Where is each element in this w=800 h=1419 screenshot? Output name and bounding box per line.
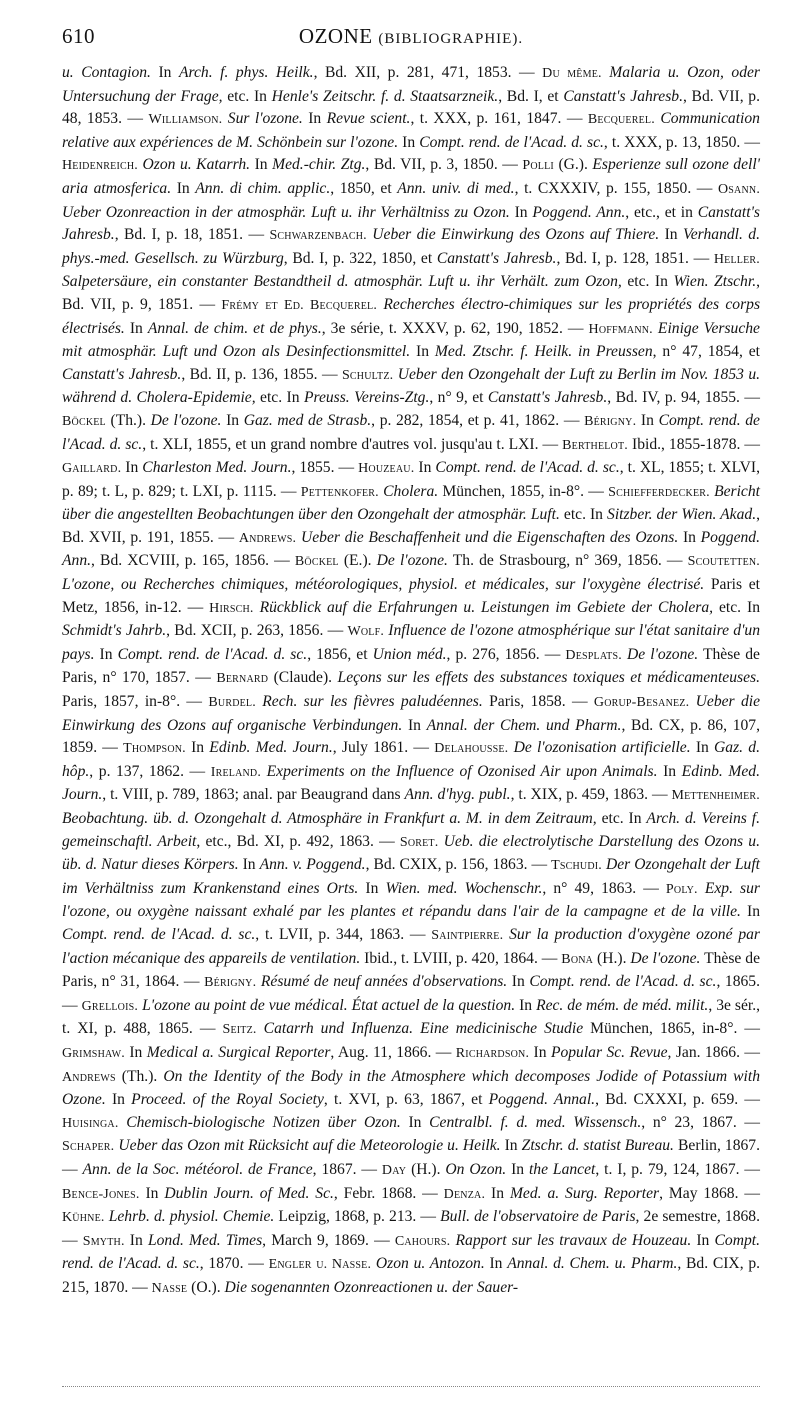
citation-title: Cholera. [383, 482, 439, 500]
citation-text: Ibid., t. LVIII, p. 420, 1864. — [360, 949, 562, 967]
citation-author: Schultz. [341, 367, 394, 383]
citation-title: Gaz. d. hôp. [62, 739, 760, 780]
citation-title: L'ozone, ou Recherches chimiques, météorologiques, physiol. et médicales, sur l'oxygène électrisé. [62, 576, 705, 594]
citation-text: Thèse de Paris, n° 170, 1857. — [62, 645, 760, 687]
citation-text: In [94, 645, 118, 663]
citation-title: Lehrb. d. physiol. Chemie. [108, 1208, 275, 1226]
citation-author: Day [381, 1162, 407, 1178]
citation-title: Esperienze sull ozone dell' aria atmosferica. [62, 156, 761, 197]
citation-author: Grellois. [81, 998, 139, 1014]
citation-title: Poggend. Ann. [532, 203, 626, 221]
citation-text: , Bd. I, p. 128, 1851. — [556, 249, 714, 267]
citation-text: In [500, 1137, 522, 1155]
citation-text: München, 1855, in-8°. — [438, 482, 609, 500]
citation-title: De l'ozone. [630, 949, 701, 967]
citation-text: , 1850, et [330, 179, 398, 197]
citation-author: Bérigny. [584, 413, 637, 429]
citation-title: Die sogenannten Ozonreactionen u. der Sauer- [224, 1278, 519, 1296]
citation-text: , t. XIX, p. 459, 1863. — [510, 786, 672, 804]
citation-title: Influence de l'ozone atmosphérique sur l'état sanitaire d'un pays. [62, 622, 760, 663]
citation-author: Williamson. [148, 112, 223, 128]
citation-text: (H.). [406, 1160, 446, 1178]
citation-title: Poggend. Ann. [62, 528, 760, 570]
citation-title: Salpetersäure, ein constanter Bestandtheil d. atmosphär. Luft u. ihr Verhält. zum Ozon, [62, 273, 622, 291]
citation-text: In [238, 856, 260, 874]
citation-text: (O.). [187, 1278, 225, 1296]
citation-text: In [636, 411, 659, 429]
citation-text: In [250, 156, 273, 174]
citation-text: In [124, 319, 148, 337]
citation-text: In [515, 996, 537, 1014]
citation-author: Becquerel. [587, 112, 655, 128]
citation-title: Med.-chir. Ztg. [272, 156, 366, 174]
citation-text: , Bd. CXXXI, p. 659. — [595, 1091, 760, 1109]
citation-title: Arch. f. phys. Heilk. [179, 64, 314, 81]
citation-text: , 1870. — [199, 1255, 269, 1273]
citation-title: u. Contagion. [62, 64, 151, 81]
citation-title: Proceed. of the Royal Society [131, 1091, 324, 1109]
citation-text: , t. VIII, p. 789, 1863; anal. par Beaugrand dans [102, 786, 405, 804]
citation-author: Engler u. Nasse. [268, 1257, 372, 1273]
citation-author: Denza. [443, 1186, 486, 1202]
citation-text: , 2e semestre, 1868. — [62, 1208, 760, 1249]
citation-text: In [414, 459, 436, 477]
citation-title: Compt. rend. de l'Acad. d. sc. [529, 973, 717, 991]
citation-text: (Th.). [105, 411, 151, 429]
citation-text: , Bd. IV, p. 94, 1855. — [607, 389, 760, 407]
citation-title: Rapport sur les travaux de Houzeau. [455, 1231, 692, 1249]
citation-text: In [398, 133, 420, 151]
citation-title: Sitzber. der Wien. Akad. [607, 506, 757, 524]
citation-text: , t. LVII, p. 344, 1863. — [255, 925, 432, 943]
citation-text: , p. 276, 1856. — [446, 645, 566, 663]
citation-text: Th. de Strasbourg, n° 369, 1856. — [447, 552, 688, 570]
citation-title: Compt. rend. de l'Acad. d. sc. [419, 133, 604, 151]
citation-title: Poggend. Annal. [488, 1091, 596, 1109]
citation-title: On Ozon. [445, 1160, 507, 1178]
citation-title: Canstatt's Jahresb. [487, 389, 608, 407]
citation-text: , 3e série, t. XXXV, p. 62, 190, 1852. — [321, 319, 589, 337]
citation-title: Revue scient. [326, 110, 411, 128]
citation-author: Polli [522, 158, 554, 174]
citation-text: , Jan. 1866. — [667, 1043, 760, 1061]
citation-title: Ueber Ozonreaction in der atmosphär. Luft u. ihr Verhältniss zu Ozon. [62, 203, 510, 221]
citation-title: Rech. sur les fièvres paludéennes. [262, 693, 483, 711]
citation-title: Ann. v. Poggend. [259, 856, 366, 874]
citation-text: , May 1868. — [659, 1184, 760, 1202]
citation-title: Beobachtung. üb. d. Ozongehalt d. Atmosphäre in Frankfurt a. M. in dem Zeitraum, [62, 810, 597, 827]
citation-title: Leçons sur les effets des substances toxiques et médicamenteuses. [337, 669, 760, 687]
citation-title: Charleston Med. Journ. [142, 459, 292, 477]
citation-author: Smyth. [82, 1233, 125, 1249]
citation-title: Ann. univ. di med. [397, 179, 515, 197]
citation-title: Edinb. Med. Journ. [62, 762, 760, 804]
citation-text: , Bd. I, p. 322, 1850, et [283, 249, 437, 267]
citation-author: Schaper. [62, 1139, 115, 1155]
citation-title: Canstatt's Jahresb. [436, 249, 557, 267]
citation-title: Lond. Med. Times [147, 1231, 263, 1249]
citation-text: In [121, 459, 143, 477]
citation-text: , 1867. — [312, 1160, 382, 1178]
citation-text: , Bd. I, et [498, 87, 564, 105]
citation-text: In [400, 1113, 430, 1131]
citation-title: Compt. rend. de l'Acad. d. sc. [117, 645, 308, 663]
citation-author: Wolf. [347, 624, 385, 640]
citation-text: , 1856, et [307, 645, 373, 663]
citation-text: Thèse de Paris, n° 31, 1864. — [62, 949, 760, 991]
citation-title: On the Identity of the Body in the Atmosphere which decomposes Jodide of Potassium with Ozone. [62, 1067, 760, 1109]
citation-text: , Bd. VII, p. 9, 1851. — [62, 273, 760, 313]
bibliography-text [62, 62, 760, 1300]
citation-title: Ann. d'hyg. publ. [404, 786, 511, 804]
citation-author: Schwarzenbach. [269, 228, 367, 244]
citation-text: , Bd. XCII, p. 263, 1856. — [166, 622, 348, 640]
citation-text [698, 880, 705, 897]
citation-text: In [509, 203, 533, 221]
citation-author: Richardson. [455, 1045, 530, 1061]
citation-title: Canstatt's Jahresb. [62, 365, 182, 383]
citation-title: Union méd. [372, 645, 447, 663]
citation-title: Medical a. Surgical Reporter [146, 1043, 331, 1061]
citation-title: De l'ozone. [150, 411, 222, 429]
citation-author: Frémy et Ed. Becquerel. [221, 297, 378, 313]
citation-text: etc. In [713, 598, 760, 616]
citation-text: In [402, 716, 427, 734]
citation-title: Résumé de neuf années d'observations. [260, 973, 508, 991]
citation-author: Hoffmann. [588, 321, 653, 337]
citation-title: De l'ozonisation artificielle. [513, 739, 691, 757]
citation-text: etc. In [621, 273, 674, 291]
citation-title: Henle's Zeitschr. f. d. Staatsarzneik. [271, 87, 499, 105]
citation-title: Ueb. die electrolytische Darstellung des Ozons u. üb. d. Natur dieses Körpers. [62, 832, 760, 874]
citation-author: Cahours. [394, 1233, 451, 1249]
citation-title: Schmidt's Jahrb. [62, 622, 167, 640]
citation-text: , n° 49, 1863. — [542, 879, 666, 897]
citation-title: Preuss. Vereins-Ztg. [303, 389, 430, 407]
citation-text [257, 1020, 264, 1037]
citation-author: Gaillard. [62, 461, 122, 477]
citation-text: , n° 47, 1854, et [652, 343, 760, 361]
citation-title: Catarrh und Influenza. Eine medicinische Studie [263, 1020, 584, 1038]
citation-author: Poly. [665, 881, 698, 897]
citation-text: , March 9, 1869. — [262, 1231, 395, 1249]
citation-text: , Bd. XCVIII, p. 165, 1856. — [91, 552, 295, 570]
citation-title: Canstatt's Jahresb. [563, 87, 683, 105]
citation-text: In [221, 411, 244, 429]
citation-author: Pettenkofer. [300, 484, 379, 500]
citation-title: Bull. de l'observatoire de Paris [440, 1208, 636, 1226]
citation-title: Centralbl. f. d. med. Wissensch. [429, 1113, 642, 1131]
running-header [62, 22, 760, 62]
citation-author: Böckel [62, 413, 106, 429]
citation-title: Annal. d. Chem. u. Pharm. [507, 1255, 678, 1273]
citation-title: Arch. d. Vereins f. gemeinschaftl. Arbeit [62, 810, 760, 850]
citation-title: Dublin Journ. of Med. Sc. [164, 1184, 334, 1202]
citation-text: (Th.). [115, 1067, 164, 1085]
citation-author: Thompson. [123, 741, 186, 757]
citation-title: Rec. de mém. de méd. milit. [536, 996, 709, 1014]
citation-title: Compt. rend. de l'Acad. d. sc. [62, 411, 760, 453]
citation-title: L'ozone au point de vue médical. État actuel de la question. [142, 996, 516, 1014]
citation-author: Hirsch. [209, 600, 254, 616]
citation-title: Ann. di chim. applic. [195, 179, 331, 197]
citation-text: , Febr. 1868. — [333, 1184, 444, 1202]
citation-title: Ueber den Ozongehalt der Luft zu Berlin im Nov. 1853 u. während d. Cholera-Epidemie, [62, 365, 761, 407]
citation-text: München, 1865, in-8°. — [583, 1020, 760, 1038]
running-title [62, 24, 760, 49]
citation-text: Paris et Metz, 1856, in-12. — [62, 576, 760, 616]
citation-title: Ztschr. d. statist Bureau. [521, 1137, 674, 1155]
citation-text: , t. I, p. 79, 124, 1867. — [595, 1160, 760, 1178]
citation-title: Annal. de chim. et de phys. [147, 319, 322, 337]
citation-author: Seitz. [222, 1022, 257, 1038]
citation-author: Ireland. [210, 764, 262, 780]
citation-title: Canstatt's Jahresb. [62, 203, 760, 244]
citation-text: In [150, 64, 179, 81]
citation-text: , Aug. 11, 1866. — [330, 1043, 456, 1061]
citation-title: Compt. rend. de l'Acad. d. sc. [62, 1231, 760, 1273]
citation-title: De l'ozone. [376, 552, 448, 570]
citation-text: , 1855. — [291, 459, 359, 477]
citation-text: , 3e sér., t. XI, p. 488, 1865. — [62, 996, 761, 1038]
citation-text: Paris, 1857, in-8°. — [62, 693, 209, 711]
citation-author: Soret. [399, 834, 439, 850]
citation-title: Ozon u. Antozon. [375, 1255, 485, 1273]
citation-title: Compt. rend. de l'Acad. d. sc. [435, 459, 620, 477]
citation-text: , n° 23, 1867. — [641, 1113, 761, 1131]
citation-title: Sur la production d'oxygène ozoné par l'action mécanique des appareils de ventilation. [62, 925, 760, 967]
citation-text: , Bd. XVII, p. 191, 1855. — [62, 506, 760, 546]
citation-author: Delahousse. [434, 741, 509, 757]
citation-title: the Lancet [528, 1160, 596, 1178]
citation-title: Malaria u. Ozon, oder Untersuchung der Frage, [62, 64, 761, 105]
citation-text: , July 1861. — [332, 739, 435, 757]
citation-text: , Bd. II, p. 136, 1855. — [181, 365, 342, 383]
citation-text: (E.). [338, 552, 377, 570]
citation-text: , t. XXX, p. 13, 1850. — [603, 133, 760, 151]
citation-text: In [105, 1091, 132, 1109]
citation-text: , Bd. XII, p. 281, 471, 1853. — [313, 64, 543, 81]
citation-title: Communication relative aux expériences de M. Schönbein sur l'ozone. [62, 110, 760, 151]
citation-author: Böckel [294, 554, 339, 570]
citation-text: , t. XLI, 1855, et un grand nombre d'autres vol. jusqu'au t. LXI. — [142, 435, 563, 453]
citation-text: , t. XXX, p. 161, 1847. — [410, 110, 588, 128]
footer-dotted-rule [62, 1386, 760, 1387]
citation-title: Ueber die Beschaffenheit und die Eigenschaften des Ozons. [300, 528, 679, 546]
citation-title: Compt. rend. de l'Acad. d. sc. [62, 925, 256, 943]
citation-title: Wien. Ztschr. [673, 273, 757, 291]
citation-text: , p. 282, 1854, et p. 41, 1862. — [371, 411, 585, 429]
citation-author: Andrews [62, 1069, 116, 1085]
citation-author: Andrews. [238, 530, 297, 546]
citation-title: Bericht über die angestellten Beobachtungen über den Ozongehalt der atmosphär. Luft. [62, 482, 760, 524]
citation-author: Schiefferdecker. [608, 484, 710, 500]
citation-text: , t. CXXXIV, p. 155, 1850. — [514, 179, 718, 197]
citation-text: Berlin, 1867. — [62, 1137, 760, 1178]
citation-text: In [506, 1160, 529, 1178]
citation-text: In [690, 739, 715, 757]
citation-author: Bona [561, 951, 594, 967]
citation-title: Med. Ztschr. f. Heilk. in Preussen [434, 343, 653, 361]
citation-title: Exp. sur l'ozone, ou oxygène naissant exhalé par les plantes et répandu dans l'air de la campagne et de la ville. [62, 879, 760, 921]
citation-text: Ibid., 1855-1878. — [628, 435, 760, 453]
citation-text: In [185, 739, 210, 757]
citation-title: Edinb. Med. Journ. [209, 739, 333, 757]
citation-title: Gaz. med de Strasb. [243, 411, 372, 429]
citation-title: Recherches électro-chimiques sur les propriétés des corps électrisés. [62, 295, 761, 337]
citation-title: Verhandl. d. phys.-med. Gesellsch. zu Würzburg [62, 226, 760, 267]
citation-text: In [657, 762, 682, 780]
citation-text: , t. XL, 1855; t. XLVI, p. 89; t. L, p. 829; t. LXI, p. 1115. — [62, 459, 761, 500]
citation-text: In [124, 1231, 148, 1249]
citation-author: Nasse [151, 1280, 188, 1296]
citation-author: Heller. [713, 251, 760, 267]
citation-author: Berthelot. [562, 437, 628, 453]
citation-author: Mettenheimer. [671, 788, 761, 804]
citation-title: Chemisch-biologische Notizen über Ozon. [126, 1113, 401, 1131]
citation-text: , Bd. VII, p. 48, 1853. — [62, 87, 760, 128]
citation-text: , Bd. I, p. 18, 1851. — [114, 226, 270, 244]
citation-text: etc. In [596, 810, 647, 827]
citation-author: Osann. [717, 181, 761, 197]
citation-author: Bernard [216, 671, 269, 687]
citation-author: Du même. [542, 66, 602, 81]
running-title-main: OZONE [298, 24, 373, 48]
citation-text: In [410, 343, 435, 361]
citation-author: Tschudi. [551, 858, 602, 874]
running-title-sub: (BIBLIOGRAPHIE). [378, 31, 524, 47]
citation-text: , n° 9, et [429, 389, 488, 407]
citation-text: In [139, 1184, 165, 1202]
citation-title: Ann. de la Soc. météorol. de France [82, 1160, 313, 1178]
citation-text: In [678, 528, 701, 546]
citation-title: Experiments on the Influence of Ozonised Air upon Animals. [266, 762, 658, 780]
citation-text: etc. In [559, 506, 608, 524]
citation-author: Bérigny. [204, 975, 257, 991]
citation-text: etc. In [222, 87, 272, 105]
citation-author: Desplats. [565, 647, 622, 663]
citation-text: etc. In [255, 389, 304, 407]
citation-author: Burdel. [208, 695, 256, 711]
citation-text: , Bd. CIX, p. 215, 1870. — [62, 1255, 761, 1296]
citation-author: Grimshaw. [62, 1045, 125, 1061]
citation-text: In [507, 973, 530, 991]
citation-title: Ueber die Einwirkung des Ozons auf organische Verbindungen. [62, 693, 761, 734]
citation-title: Sur l'ozone. [227, 110, 303, 128]
citation-title: Wien. med. Wochenschr. [385, 879, 543, 897]
citation-title: Der Ozongehalt der Luft im Verhältniss zum Krankenstand eines Orts. [62, 856, 760, 897]
citation-title: Ueber die Einwirkung des Ozons auf Thiere. [372, 226, 660, 244]
citation-title: De l'ozone. [627, 645, 699, 663]
citation-author: Huisinga. [62, 1115, 119, 1131]
citation-text: In [124, 1043, 147, 1061]
citation-title: Einige Versuche mit atmosphär. Luft und Ozon als Desinfectionsmittel. [62, 319, 760, 361]
citation-text: , Bd. CXIX, p. 156, 1863. — [365, 856, 552, 874]
citation-author: Bence-Jones. [62, 1186, 140, 1202]
citation-title: Popular Sc. Revue [550, 1043, 668, 1061]
citation-title: Annal. der Chem. und Pharm. [426, 716, 622, 734]
citation-author: Saintpierre. [431, 927, 504, 943]
citation-text: In [484, 1255, 508, 1273]
citation-text: In [659, 226, 683, 244]
citation-text: In [740, 903, 760, 921]
citation-author: Houzeau. [358, 461, 415, 477]
citation-text: In [302, 110, 327, 128]
citation-author: Scoutetten. [687, 554, 761, 570]
page-number: 610 [62, 24, 95, 48]
citation-author: Gorup-Besanez. [593, 695, 690, 711]
citation-author: Heidenreich. [62, 158, 139, 174]
citation-text: , Bd. VII, p. 3, 1850. — [365, 156, 523, 174]
citation-text: In [691, 1231, 715, 1249]
citation-text: , 1865. — [62, 973, 760, 1014]
citation-text: In [485, 1184, 510, 1202]
citation-title: Med. a. Surg. Reporter [509, 1184, 660, 1202]
citation-title: Ozon u. Katarrh. [142, 156, 251, 174]
citation-text: , t. XVI, p. 63, 1867, et [323, 1091, 489, 1109]
citation-text: , etc., Bd. XI, p. 492, 1863. — [196, 832, 400, 850]
citation-title: Rückblick auf die Erfahrungen u. Leistungen im Gebiete der Cholera, [259, 598, 714, 616]
citation-text: , etc., et in [625, 203, 698, 221]
citation-text: Paris, 1858. — [482, 693, 594, 711]
citation-text: (G.). [553, 156, 593, 174]
citation-text: , p. 137, 1862. — [89, 762, 211, 780]
citation-text: In [171, 179, 196, 197]
citation-text: Leipzig, 1868, p. 213. — [274, 1208, 441, 1226]
citation-text: (Claude). [268, 669, 338, 687]
citation-text: , Bd. CX, p. 86, 107, 1859. — [62, 716, 760, 757]
citation-text: (H.). [593, 949, 631, 967]
citation-text: In [529, 1043, 551, 1061]
citation-text: In [358, 879, 386, 897]
citation-author: Kühne. [62, 1210, 105, 1226]
citation-title: Ueber das Ozon mit Rücksicht auf die Meteorologie u. Heilk. [118, 1137, 501, 1155]
